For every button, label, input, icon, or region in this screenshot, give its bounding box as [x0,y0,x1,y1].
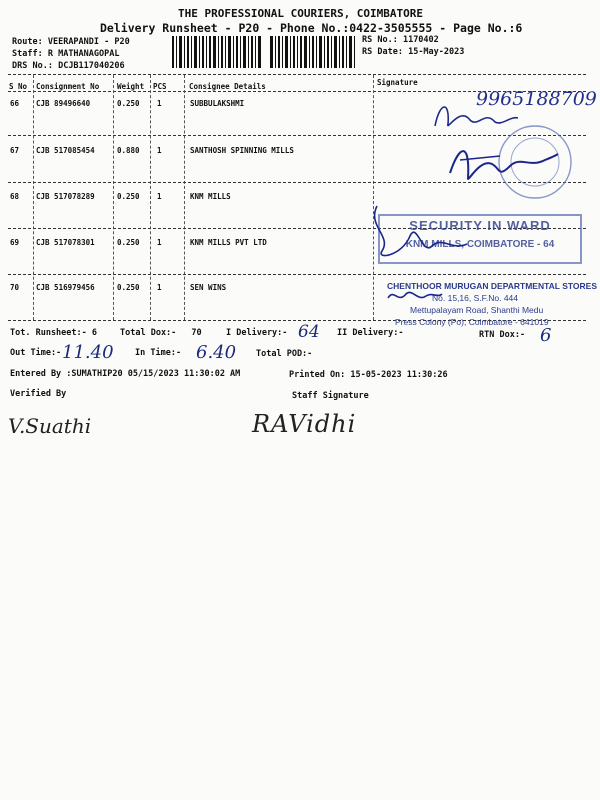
total-dox-value: 70 [191,328,202,338]
signature-row-70 [384,284,444,308]
staff-line [12,49,120,59]
row-sno: 67 [10,146,20,155]
col-sep [150,75,151,320]
col-sep [113,75,114,320]
row-sno: 69 [10,238,20,247]
staff-label: Staff: [12,49,43,59]
row-pcs: 1 [157,192,162,201]
security-stamp-title: SECURITY IN WARD [409,218,551,233]
row-weight: 0.250 [117,192,140,201]
table-top-rule [8,74,586,75]
col-pcs: PCS [153,82,167,91]
signature-row-67 [440,138,560,188]
runsheet-subtitle: Delivery Runsheet - P20 - Phone No.:0422-3505555 - Page No.:6 [100,21,523,35]
store-stamp-line-3: Mettupalayam Road, Shanthi Medu [410,305,544,315]
col-signature: Signature [377,78,418,87]
row-consignee: SANTHOSH SPINNING MILLS [190,146,294,155]
drs-value: DCJB117040206 [58,61,125,71]
store-stamp-line-2: No. 15,16, S.F.No. 444 [432,293,518,303]
row-consignee: SEN WINS [190,283,227,292]
route-label: Route: [12,37,43,47]
row-pcs: 1 [157,99,162,108]
printed-on: Printed On: 15-05-2023 11:30:26 [289,370,448,380]
total-runsheet [10,328,97,338]
rs-no-line [362,35,439,45]
row-pcs: 1 [157,238,162,247]
row-consignment: CJB 517085454 [36,146,95,155]
row-weight: 0.250 [117,238,140,247]
staff-value: R MATHANAGOPAL [47,49,120,59]
row-sno: 66 [10,99,20,108]
row-sno: 70 [10,283,20,292]
handwritten-phone: 9965188709 [476,88,597,110]
in-time-label: In Time:- [135,348,182,358]
total-runsheet-label: Tot. Runsheet:- [10,328,87,338]
total-dox [120,328,202,338]
row-consignment: CJB 516979456 [36,283,95,292]
col-consignment: Consignment No [36,82,100,91]
rs-date-value: 15-May-2023 [408,47,465,57]
verified-by-label: Verified By [10,389,67,399]
out-time-label: Out Time:- [10,348,62,358]
row-consignee: SUBBULAKSHMI [190,99,245,108]
rs-no-label: RS No.: [362,35,398,45]
row-pcs: 1 [157,146,162,155]
company-title: THE PROFESSIONAL COURIERS, COIMBATORE [178,7,424,20]
row-consignment: CJB 517078289 [36,192,95,201]
route-line [12,37,130,47]
rtn-dox-value: 6 [540,325,552,346]
rs-no-value: 1170402 [402,35,439,45]
barcode-left [172,36,262,68]
entered-by: Entered By :SUMATHIP20 05/15/2023 11:30:02 AM [10,369,241,379]
row-weight: 0.250 [117,99,140,108]
col-sep [33,75,34,320]
drs-line [12,61,125,71]
ii-delivery-label: II Delivery:- [337,328,404,338]
i-delivery-value: 64 [298,322,320,342]
signature-row-68-69 [362,196,472,276]
row-weight: 0.250 [117,283,140,292]
barcode-right [270,36,356,68]
drs-label: DRS No.: [12,61,53,71]
row-sno: 68 [10,192,20,201]
i-delivery-label: I Delivery:- [226,328,288,338]
col-consignee: Consignee Details [189,82,266,91]
total-dox-label: Total Dox:- [120,328,177,338]
row-consignee: KNM MILLS [190,192,231,201]
verified-signature: V.Suathi [8,414,92,438]
staff-signature: RAVidhi [252,410,357,438]
row-weight: 0.880 [117,146,140,155]
rs-date-label: RS Date: [362,47,403,57]
total-pod-label: Total POD:- [256,349,313,359]
row-consignee: KNM MILLS PVT LTD [190,238,267,247]
col-weight: Weight [117,82,145,91]
security-stamp-sub: KNM MILLS, COIMBATORE - 64 [405,239,555,250]
route-value: VEERAPANDI - P20 [47,37,130,47]
row-rule [8,274,586,275]
out-time-value: 11.40 [62,342,114,363]
total-runsheet-value: 6 [91,328,98,338]
col-sep [184,75,185,320]
rs-date-line [362,47,464,57]
row-consignment: CJB 89496640 [36,99,91,108]
row-consignment: CJB 517078301 [36,238,95,247]
rtn-dox-label: RTN Dox:- [479,330,526,340]
row-pcs: 1 [157,283,162,292]
store-stamp-line-4: Press Colony (Po), Coimbatore - 641019 [395,317,549,327]
col-sno: S No [9,82,28,91]
store-stamp-line-1: CHENTHOOR MURUGAN DEPARTMENTAL STORES [387,281,597,291]
staff-signature-label: Staff Signature [292,391,369,401]
in-time-value: 6.40 [196,342,237,363]
